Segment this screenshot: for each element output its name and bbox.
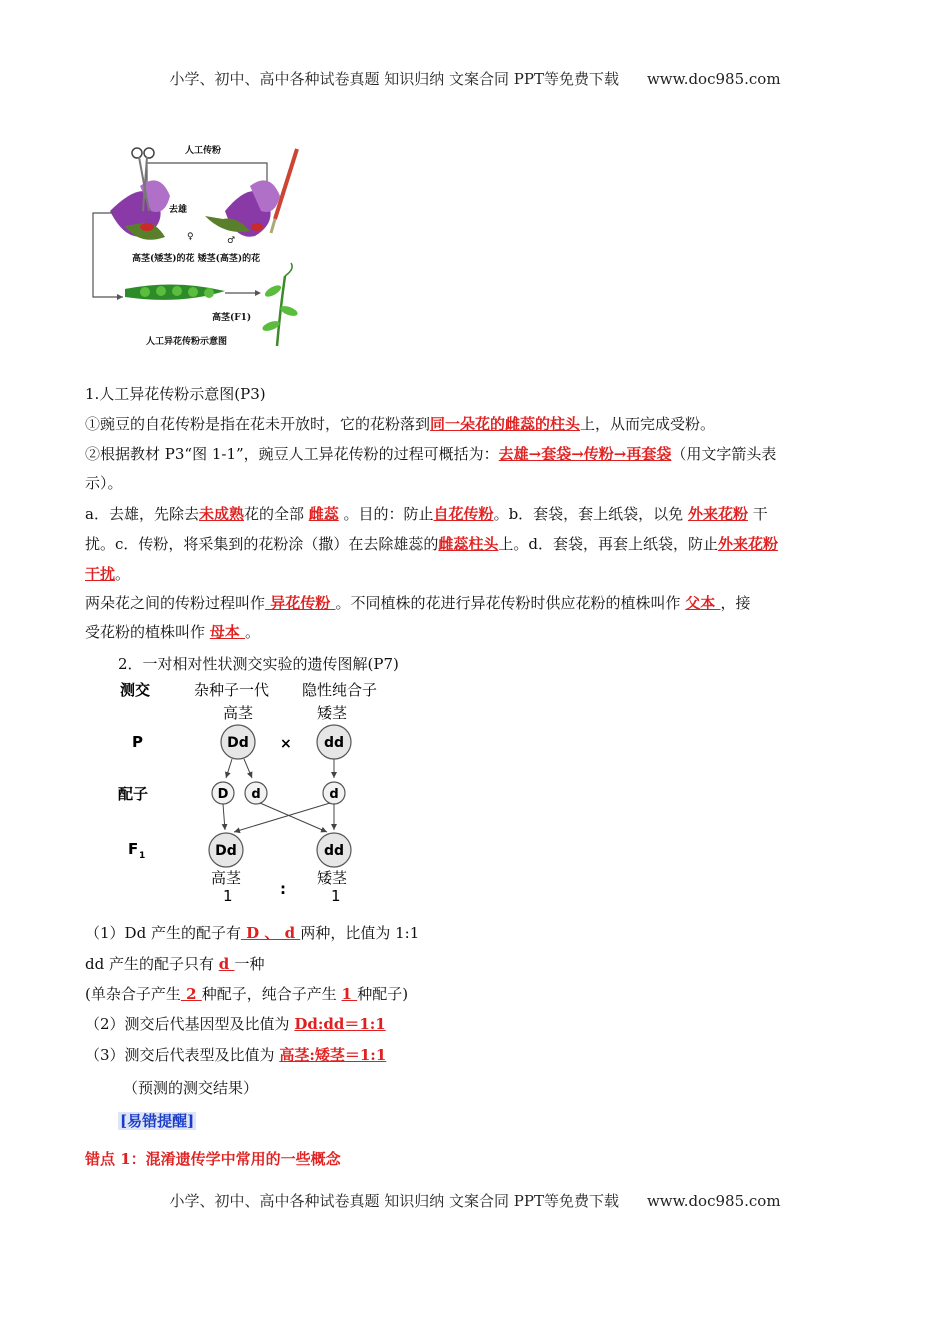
footer-site[interactable]: www.doc985.com [646, 1192, 781, 1210]
test-cross-diagram [110, 680, 410, 905]
tip-point: 错点 1：混淆遗传学中常用的一些概念 [85, 1150, 341, 1168]
svg-text:D: D [217, 787, 229, 802]
s1-heading: 1.人工异花传粉示意图(P3) [85, 385, 266, 403]
s1-line7: 两朵花之间的传粉过程叫作 异花传粉 。不同植株的花进行异花传粉时供应花粉的植株叫作 父本 ，接 [85, 594, 751, 612]
female-symbol: ♀ [187, 232, 194, 242]
parent-Dd-label: Dd [227, 735, 249, 751]
q1e-line: (单杂合子产生 2 种配子，纯合子产生 1 种配子) [85, 985, 409, 1003]
p-label: P [132, 733, 143, 751]
svg-text:dd: dd [323, 843, 345, 859]
gamete-label: 配子 [118, 785, 149, 803]
cross-label: 测交 [120, 681, 151, 699]
male-symbol: ♂ [227, 236, 236, 246]
cross-symbol: × [280, 736, 292, 752]
fig1-emasculation: 去雄 [169, 205, 188, 215]
q3-line: （3）测交后代表型及比值为 高茎:矮茎＝1:1 [85, 1046, 387, 1064]
p-short-label: 矮茎 [317, 704, 348, 722]
fig1-title: 人工传粉 [185, 146, 222, 156]
fig1-offspring: 高茎(F1) [212, 313, 252, 323]
f1-sub: 1 [139, 851, 146, 861]
ratio-a: 1 [223, 887, 233, 905]
s2-heading: 2．一对相对性状测交实验的遗传图解(P7) [118, 655, 399, 673]
svg-text:d: d [251, 787, 261, 802]
s1-line8: 受花粉的植株叫作 母本 。 [85, 623, 261, 641]
s1-line3: 示）。 [85, 474, 123, 492]
q1-line: （1）Dd 产生的配子有 D 、 d 两种，比值为 1:1 [85, 924, 420, 942]
header-site[interactable]: www.doc985.com [646, 70, 781, 88]
f1-tall-label: 高茎 [211, 869, 242, 887]
s1-line2: ②根据教材 P3“图 1-1”，豌豆人工异花传粉的过程可概括为：去雄→套袋→传粉→再套袋（用文字箭头表 [85, 445, 777, 463]
fig1-flower-labels: 高茎(矮茎)的花 矮茎(高茎)的花 [132, 254, 261, 264]
ratio-b: 1 [331, 887, 341, 905]
q4-line: （预测的测交结果） [123, 1079, 259, 1097]
svg-text:Dd: Dd [215, 843, 237, 859]
s1-line6: 干扰。 [85, 565, 131, 583]
f1-label: F [128, 840, 139, 858]
q1d-line: dd 产生的配子只有 d 一种 [85, 955, 265, 973]
fig1-caption: 人工异花传粉示意图 [146, 337, 228, 347]
ratio-colon: : [280, 880, 286, 898]
parent-dd-label: dd [323, 735, 345, 751]
header-text: 小学、初中、高中各种试卷真题 知识归纳 文案合同 PPT等免费下载 [169, 70, 619, 88]
s1-line1: ①豌豆的自花传粉是指在花未开放时，它的花粉落到同一朵花的雌蕊的柱头上，从而完成受粉。 [85, 415, 716, 433]
page-footer [0, 1190, 950, 1211]
footer-text: 小学、初中、高中各种试卷真题 知识归纳 文案合同 PPT等免费下载 [169, 1192, 619, 1210]
q2-line: （2）测交后代基因型及比值为 Dd:dd＝1:1 [85, 1015, 386, 1033]
svg-text:d: d [329, 787, 339, 802]
p-tall-label: 高茎 [223, 704, 254, 722]
s1-line5: 扰。c．传粉，将采集到的花粉涂（撒）在去除雄蕊的雌蕊柱头上。d．套袋，再套上纸袋，防止外来花粉 [85, 535, 779, 553]
hybrid-label: 杂种子一代 [194, 681, 270, 699]
cross-pollination-figure [85, 141, 307, 351]
s1-line4: a．去雄，先除去未成熟花的全部 雌蕊 。目的：防止自花传粉。b．套袋，套上纸袋，以免 外来花粉 干 [85, 505, 768, 523]
f1-short-label: 矮茎 [317, 869, 348, 887]
recessive-label: 隐性纯合子 [302, 681, 378, 699]
page-header [0, 68, 950, 89]
tip-label: [易错提醒] [120, 1112, 195, 1130]
